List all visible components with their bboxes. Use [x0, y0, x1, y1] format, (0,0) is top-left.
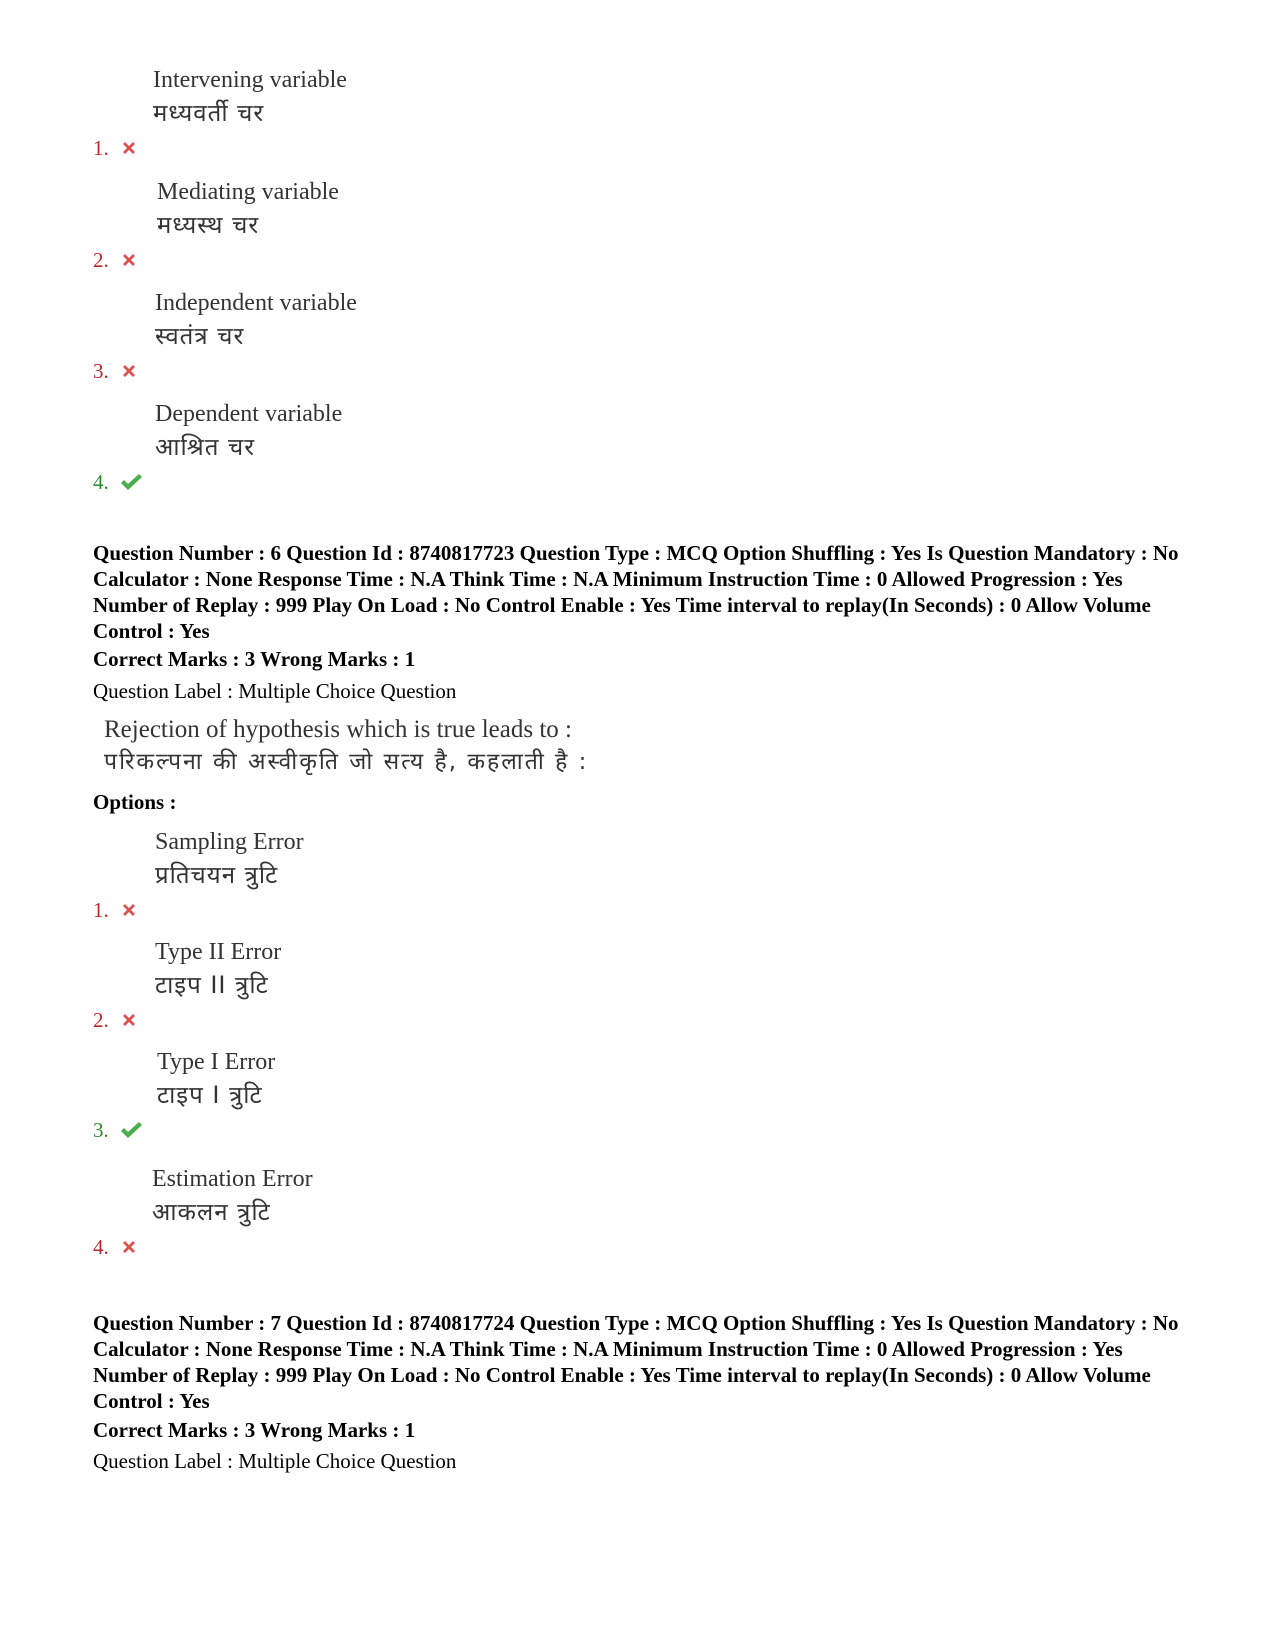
option-text-hi: टाइप II त्रुटि	[155, 971, 269, 999]
option-text-hi: टाइप I त्रुटि	[157, 1081, 263, 1109]
prev-option-3	[93, 287, 793, 383]
option-text-en: Estimation Error	[152, 1166, 313, 1192]
option-number: 1.	[93, 898, 109, 922]
question-7-label: Question Label : Multiple Choice Question	[93, 1449, 457, 1473]
question-6-marks: Correct Marks : 3 Wrong Marks : 1	[93, 647, 416, 671]
question-6-text	[104, 714, 588, 778]
option-number: 2.	[93, 1008, 109, 1032]
question-6-label: Question Label : Multiple Choice Question	[93, 679, 457, 703]
option-text-en: Type II Error	[155, 939, 282, 965]
option-number: 3.	[93, 359, 109, 383]
option-number: 4.	[93, 470, 109, 494]
option-text-en: Sampling Error	[155, 829, 304, 855]
q6-option-4	[93, 1163, 793, 1259]
cross-icon	[119, 900, 139, 920]
option-text	[155, 398, 342, 464]
option-number: 2.	[93, 248, 109, 272]
prev-option-4	[93, 398, 793, 494]
option-text-hi: मध्यस्थ चर	[157, 211, 260, 239]
option-text-hi: मध्यवर्ती चर	[153, 99, 265, 127]
question-7-meta: Question Number : 7 Question Id : 8740817724 Question Type : MCQ Option Shuffling : Yes Is Question Mandatory : No Calculator : None Response Time : N.A Think Time : N.A Minimum Instruction Time : 0 Allowed Progression : Yes Number of Replay : 999 Play On Load : No Control Enable : Yes Time interval to replay(In Seconds) : 0 Allow Volume Control : Yes	[93, 1311, 1179, 1413]
option-text-en: Mediating variable	[157, 179, 339, 205]
question-text-hi: परिकल्पना की अस्वीकृति जो सत्य है, कहलाती है :	[104, 749, 589, 775]
option-text	[155, 287, 357, 353]
cross-icon	[119, 250, 139, 270]
q6-option-1	[93, 826, 793, 922]
cross-icon	[119, 138, 139, 158]
option-text-hi: स्वतंत्र चर	[155, 322, 245, 350]
prev-option-1	[93, 64, 793, 160]
option-text	[153, 64, 347, 130]
q6-option-3	[93, 1046, 793, 1142]
option-text-hi: आकलन त्रुटि	[152, 1198, 271, 1226]
q6-option-2	[93, 936, 793, 1032]
option-number: 3.	[93, 1118, 109, 1142]
option-text	[155, 826, 304, 892]
cross-icon	[119, 361, 139, 381]
check-icon	[119, 1120, 143, 1140]
option-number: 4.	[93, 1235, 109, 1259]
option-text-en: Type I Error	[157, 1049, 276, 1075]
option-text	[152, 1163, 313, 1229]
check-icon	[119, 472, 143, 492]
option-text-hi: प्रतिचयन त्रुटि	[155, 861, 279, 889]
question-6-meta: Question Number : 6 Question Id : 8740817723 Question Type : MCQ Option Shuffling : Yes Is Question Mandatory : No Calculator : None Response Time : N.A Think Time : N.A Minimum Instruction Time : 0 Allowed Progression : Yes Number of Replay : 999 Play On Load : No Control Enable : Yes Time interval to replay(In Seconds) : 0 Allow Volume Control : Yes	[93, 541, 1179, 643]
option-text-en: Dependent variable	[155, 401, 343, 427]
option-text-en: Independent variable	[155, 290, 357, 316]
option-text-en: Intervening variable	[153, 67, 347, 93]
option-text-hi: आश्रित चर	[155, 433, 256, 461]
option-text	[157, 176, 339, 242]
cross-icon	[119, 1237, 139, 1257]
question-7-marks: Correct Marks : 3 Wrong Marks : 1	[93, 1418, 416, 1442]
option-text	[155, 936, 281, 1002]
options-heading: Options :	[93, 790, 177, 814]
cross-icon	[119, 1010, 139, 1030]
prev-option-2	[93, 176, 793, 272]
option-number: 1.	[93, 136, 109, 160]
question-text-en: Rejection of hypothesis which is true leads to :	[104, 716, 572, 743]
option-text	[157, 1046, 275, 1112]
